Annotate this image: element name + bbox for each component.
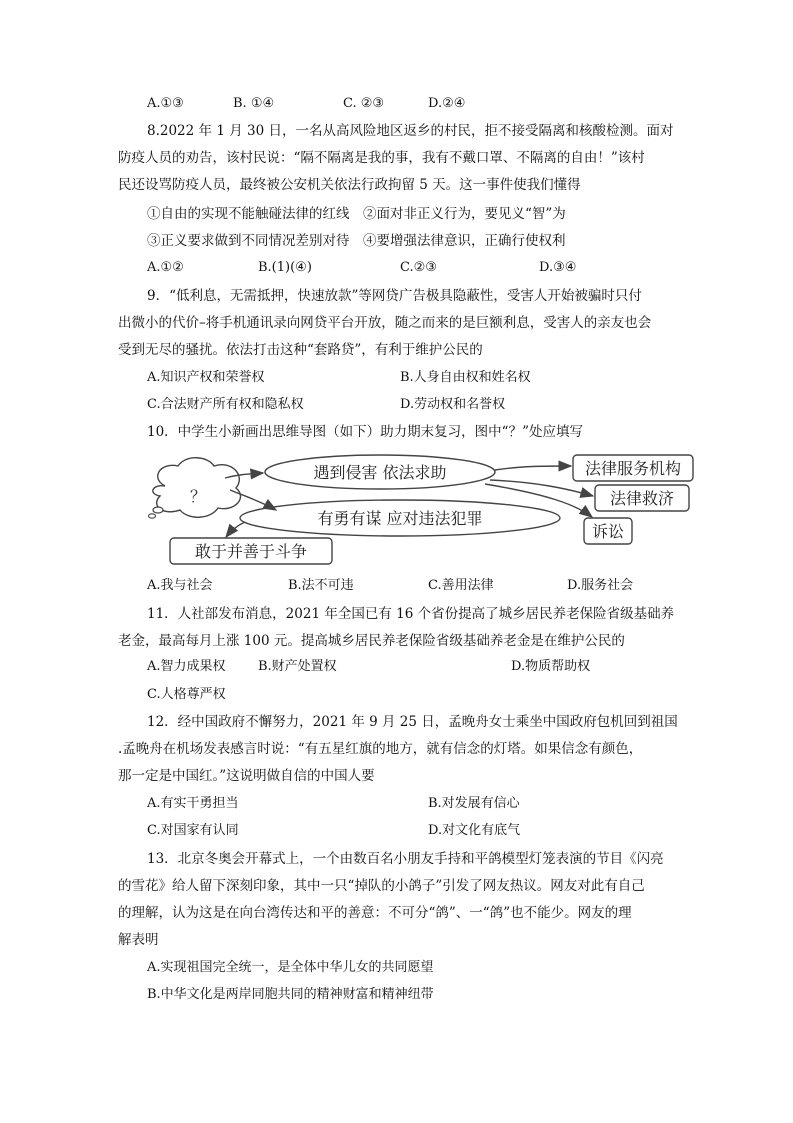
box-lawsuit-label: 诉讼 bbox=[591, 522, 625, 541]
box-legal-service-label: 法律服务机构 bbox=[584, 459, 682, 478]
q13-stem-line: 的雪花》给人留下深刻印象，其中一只“掉队的小鸽子”引发了网友热议。网友对此有自己 bbox=[118, 878, 645, 894]
q10-stem: 10．中学生小新画出思维导图（如下）助力期末复习，图中“？”处应填写 bbox=[147, 424, 583, 440]
q10-option-d: D.服务社会 bbox=[567, 578, 634, 593]
q13-stem-line: 的理解，认为这是在向台湾传达和平的善意：不可分“鸽”、一“鸽”也不能少。网友的理 bbox=[118, 905, 632, 921]
q10-option-c: C.善用法律 bbox=[428, 578, 494, 593]
box-legal-relief-label: 法律救济 bbox=[609, 489, 675, 508]
q8-option-b: B.(1)(④) bbox=[258, 260, 312, 275]
q9-stem-line: 9．“低利息，无需抵押，快速放款”等网贷广告极具隐蔽性，受害人开始被骗时只付 bbox=[147, 288, 642, 304]
q12-stem-line: 那一定是中国红。”这说明做自信的中国人要 bbox=[118, 768, 375, 784]
q10-option-b: B.法不可违 bbox=[288, 578, 354, 593]
q8-statement: ③正义要求做到不同情况差别对待 ④要增强法律意识，正确行使权利 bbox=[147, 233, 566, 249]
q7-option-c: C. ②③ bbox=[343, 96, 385, 111]
node-courage-label: 有勇有谋 应对违法犯罪 bbox=[317, 509, 483, 528]
q7-option-a: A.①③ bbox=[147, 96, 184, 111]
arrow-node2-to-box4 bbox=[226, 522, 245, 537]
q8-stem-line: 8.2022 年 1 月 30 日，一名从高风险地区返乡的村民，拒不接受隔离和核酸检测。面对 bbox=[147, 123, 674, 139]
q12-stem-line: 12．经中国政府不懈努力，2021 年 9 月 25 日，孟晚舟女士乘坐中国政府包机回到祖国 bbox=[147, 714, 678, 730]
node-seek-help-label: 遇到侵害 依法求助 bbox=[313, 463, 447, 482]
q9-option-b: B.人身自由权和姓名权 bbox=[400, 370, 531, 385]
q8-option-c: C.②③ bbox=[400, 260, 437, 275]
q9-stem-line: 出微小的代价–将手机通讯录向网贷平台开放，随之而来的是巨额利息，受害人的亲友也会 bbox=[118, 315, 652, 331]
q8-stem-line: 民还设骂防疫人员，最终被公安机关依法行政拘留 5 天。这一事件使我们懂得 bbox=[118, 177, 581, 193]
q8-stem-line: 防疫人员的劝告，该村民说：“隔不隔离是我的事，我有不戴口罩、不隔离的自由！”该村 bbox=[118, 150, 645, 166]
q11-option-b: B.财产处置权 bbox=[258, 659, 337, 674]
q9-option-d: D.劳动权和名誉权 bbox=[400, 397, 506, 412]
mind-map-diagram bbox=[0, 448, 793, 568]
q12-option-a: A.有实干勇担当 bbox=[147, 796, 239, 811]
q13-stem-line: 解表明 bbox=[118, 932, 159, 948]
box-struggle-label: 敢于并善于斗争 bbox=[194, 542, 308, 561]
q7-option-d: D.②④ bbox=[428, 96, 466, 111]
q12-option-d: D.对文化有底气 bbox=[428, 823, 521, 838]
q10-option-a: A.我与社会 bbox=[147, 578, 213, 593]
q11-option-c: C.人格尊严权 bbox=[147, 687, 226, 702]
q12-option-b: B.对发展有信心 bbox=[428, 796, 520, 811]
q11-option-d: D.物质帮助权 bbox=[511, 659, 591, 674]
q11-option-a: A.智力成果权 bbox=[147, 659, 226, 674]
q8-option-a: A.①② bbox=[147, 260, 184, 275]
q8-statement: ①自由的实现不能触碰法律的红线 ②面对非正义行为，要见义“智”为 bbox=[147, 206, 566, 222]
arrow-node1-to-box1 bbox=[495, 466, 571, 470]
q11-stem-line: 老金，最高每月上涨 100 元。提高城乡居民养老保险省级基础养老金是在维护公民的 bbox=[118, 633, 625, 649]
q12-stem-line: .孟晚舟在机场发表感言时说：“有五星红旗的地方，就有信念的灯塔。如果信念有颜色， bbox=[118, 741, 643, 757]
q11-stem-line: 11．人社部发布消息，2021 年全国已有 16 个省份提高了城乡居民养老保险省级基础养 bbox=[147, 606, 675, 622]
q8-option-d: D.③④ bbox=[539, 260, 577, 275]
q13-option-a: A.实现祖国完全统一，是全体中华儿女的共同愿望 bbox=[147, 960, 434, 975]
q13-stem-line: 13．北京冬奥会开幕式上，一个由数百名小朋友手持和平鸽模型灯笼表演的节目《闪亮 bbox=[147, 851, 664, 867]
q9-option-a: A.知识产权和荣誉权 bbox=[147, 370, 265, 385]
q9-option-c: C.合法财产所有权和隐私权 bbox=[147, 397, 304, 412]
center-question-mark: ？ bbox=[190, 487, 207, 506]
q12-option-c: C.对国家有认同 bbox=[147, 823, 239, 838]
q9-stem-line: 受到无尽的骚扰。依法打击这种“套路贷”，有利于维护公民的 bbox=[118, 342, 483, 358]
q7-option-b: B. ①④ bbox=[233, 96, 275, 111]
q13-option-b: B.中华文化是两岸同胞共同的精神财富和精神纽带 bbox=[147, 987, 434, 1002]
